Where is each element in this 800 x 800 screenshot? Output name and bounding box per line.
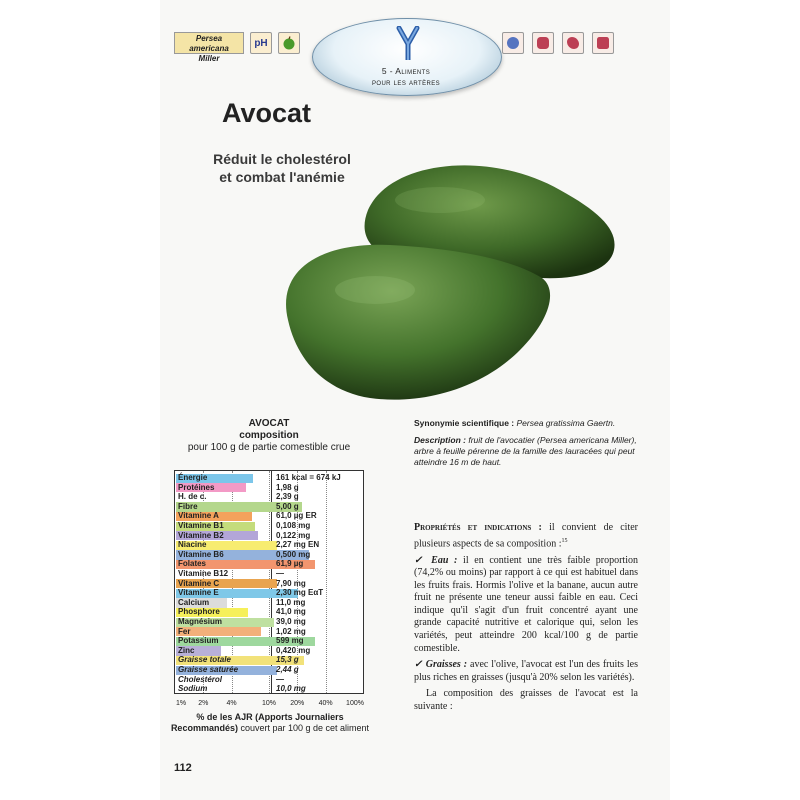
section-intro-paragraph [414,522,638,551]
nutrient-label: Énergie [178,473,208,482]
organ-icons [502,32,614,54]
nutrient-label: Vitamine B2 [178,530,224,540]
nutrient-label: Fibre [178,501,198,511]
chapter-label [318,66,494,88]
nutrient-value: 11,0 mg [276,597,306,607]
nutrient-row [175,684,363,694]
stomach-icon [562,32,584,54]
description-paragraph [414,435,638,468]
nutrient-label: Magnésium [178,617,223,626]
nutrient-value: 41,0 mg [276,607,306,617]
description-value: fruit de l'avocatier (Persea americana Miller), arbre à feuille pérenne de la famille des lauracées qui peut atteindre 16 m de haut. [414,435,637,467]
chapter-line-2: pour les artères [371,77,441,87]
footnote-ref: 15 [561,537,568,544]
page-title: Avocat [222,98,312,128]
graisses-paragraph [414,659,638,684]
nutrient-label: Calcium [178,597,210,607]
nutrient-label: Zinc [178,645,195,655]
subtitle-line-2: et combat l'anémie [219,169,345,185]
table-title-main: AVOCAT [248,418,290,429]
chapter-line-1: 5 - Aliments [381,66,431,76]
nutrient-value: 15,3 g [276,655,299,665]
apple-icon [278,32,300,54]
axis-caption-bold: % de les AJR (Apports Journaliers Recommandés) [170,712,344,733]
nutrient-label: Vitamine B1 [178,521,224,530]
axis-ticks [174,700,364,712]
synonym-label: Synonymie scientifique : [414,418,515,428]
nutrient-label: Graisse totale [178,655,231,665]
nutrient-value: 161 kcal = 674 kJ [276,473,341,482]
species-line-1: Persea americana [189,34,229,53]
axis-tick-label: 1% [175,700,187,707]
axis-tick-label: 20% [290,700,305,707]
nutrient-label: Vitamine B12 [178,569,229,578]
axis-tick-label: 4% [226,700,237,707]
nutrient-label: Phosphore [178,607,220,617]
species-label-box [174,32,244,63]
nutrient-value: 2,39 g [276,492,299,502]
body-text [414,522,638,718]
eau-text: il en contient une très faible proportion (74,2% ou moins) par rapport à ce qui est habituel dans les fruits frais. Hormis l'olive et la banane, aucun autre fruit ne présente une teneur aussi faible en eau. Ceci indique qu'il s'agit d'un fruit concentré ayant une grande capacité nutritive et calorique qui, selon les variétés, peut atteindre 200 kcal/100 g de partie comestible. [414,554,638,654]
nutrient-value: 61,0 µg ER [276,511,317,521]
nutrient-label: H. de c. [178,492,207,502]
table-title-sub: composition [239,430,299,441]
nutrient-value: 7,90 mg [276,578,306,588]
eau-paragraph [414,555,638,656]
intestine-icon [592,32,614,54]
nutrient-label: Protéines [178,482,215,492]
synonym-paragraph [414,418,638,429]
liver-icon [532,32,554,54]
axis-caption-rest: couvert par 100 g de cet aliment [237,723,370,733]
nutrient-value: 2,30 mg EαT [276,588,324,598]
nutrient-label: Niacine [178,540,207,550]
artery-icon [396,26,420,60]
species-line-2: Miller [198,54,220,63]
avocado-photo [280,150,620,405]
scientific-info [414,418,638,474]
synonym-value: Persea gratissima Gaertn. [516,418,616,428]
nutrient-value: 0,420 mg [276,645,311,655]
nutrient-value: 0,122 mg [276,530,311,540]
last-paragraph [414,688,638,713]
section-intro: il convient de citer plusieurs aspects de sa composition : [414,522,638,549]
nutrient-value: 1,98 g [276,482,299,492]
nutrient-value: 0,500 mg [276,549,311,559]
nutrient-value: 2,44 g [276,665,299,674]
table-note: pour 100 g de partie comestible crue [187,442,351,453]
graisses-heading: ✓ Graisses : [414,659,468,671]
nutrient-label: Vitamine A [178,511,219,521]
nutrient-value: 5,00 g [276,501,299,511]
axis-tick-label: 10% [261,700,277,707]
nutrient-value: 61,9 µg [276,559,304,569]
nutrient-label: Vitamine C [178,578,220,588]
description-label: Description : [414,435,466,445]
header-left [174,32,300,63]
axis-tick-label: 2% [198,700,209,707]
page-number: 112 [174,762,192,774]
nutrient-label: Vitamine B6 [178,549,224,559]
nutrient-label: Vitamine E [178,588,219,598]
ph-icon: pH [250,32,272,54]
axis-caption [170,712,370,734]
nutrient-value: — [276,569,284,578]
nutrient-label: Folates [178,559,207,569]
heart-icon [502,32,524,54]
axis-tick-label: 40% [318,700,333,707]
nutrient-label: Graisse saturée [178,665,239,674]
nutrient-label: Fer [178,626,191,636]
eau-heading: ✓ Eau : [414,554,458,566]
table-title [174,418,364,454]
nutrient-value: 2,27 mg EN [276,540,320,550]
section-heading: Propriétés et indications : [414,522,542,533]
nutrient-value: 599 mg [276,636,304,646]
nutrient-value: 39,0 mg [276,617,306,626]
nutrient-value: 10,0 mg [276,684,306,694]
axis-tick-label: 100% [346,700,364,707]
nutrient-value: 1,02 mg [276,626,306,636]
graisses-text: avec l'olive, l'avocat est l'un des fruits les plus riches en graisses (jusqu'à 20% selon les variétés). [414,659,638,683]
subtitle-line-1: Réduit le cholestérol [213,151,351,167]
nutrient-value: 0,108 mg [276,521,311,530]
nutrient-label: Sodium [178,684,208,694]
last-paragraph-text: La composition des graisses de l'avocat est la suivante : [414,688,638,713]
nutrient-value: — [276,674,284,684]
nutrient-label: Cholestérol [178,674,223,684]
nutrient-label: Potassium [178,636,219,646]
nutrition-table [174,470,364,694]
